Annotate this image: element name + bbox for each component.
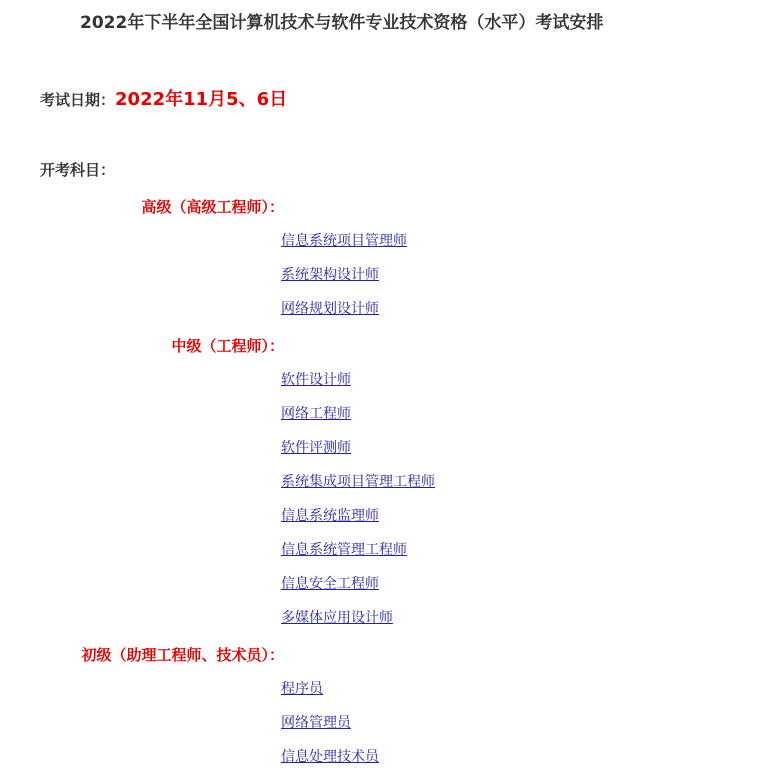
subject-link[interactable]: 网络管理员 [281, 715, 351, 731]
list-item [281, 540, 435, 574]
exam-date-label: 考试日期： [40, 91, 116, 109]
list-item [281, 438, 435, 472]
list-item [281, 747, 379, 781]
level-heading-junior: 初级（助理工程师、技术员）： [81, 646, 284, 664]
subject-link[interactable]: 信息安全工程师 [281, 576, 379, 592]
subject-link[interactable]: 信息系统监理师 [281, 508, 379, 524]
subject-link[interactable]: 网络工程师 [281, 406, 351, 422]
subjects-label: 开考科目： [40, 161, 116, 179]
list-item [281, 299, 407, 333]
subject-list-intermediate [281, 370, 435, 642]
subject-link[interactable]: 系统架构设计师 [281, 267, 379, 283]
page-title: 2022年下半年全国计算机技术与软件专业技术资格（水平）考试安排 [80, 13, 604, 33]
subject-list-senior [281, 231, 407, 333]
subject-link[interactable]: 信息系统项目管理师 [281, 233, 407, 249]
list-item [281, 713, 379, 747]
exam-date-value: 2022年11月5、6日 [115, 89, 288, 110]
level-heading-intermediate: 中级（工程师）： [171, 337, 284, 355]
subject-link[interactable]: 程序员 [281, 681, 323, 697]
list-item [281, 574, 435, 608]
list-item [281, 506, 435, 540]
subject-link[interactable]: 信息处理技术员 [281, 749, 379, 765]
list-item [281, 370, 435, 404]
list-item [281, 404, 435, 438]
level-heading-senior: 高级（高级工程师）： [141, 198, 284, 216]
subject-link[interactable]: 系统集成项目管理工程师 [281, 474, 435, 490]
subject-link[interactable]: 网络规划设计师 [281, 301, 379, 317]
subject-list-junior [281, 679, 379, 781]
subject-link[interactable]: 多媒体应用设计师 [281, 610, 393, 626]
list-item [281, 608, 435, 642]
list-item [281, 231, 407, 265]
subject-link[interactable]: 软件评测师 [281, 440, 351, 456]
subject-link[interactable]: 软件设计师 [281, 372, 351, 388]
exam-date-row [40, 85, 287, 111]
subject-link[interactable]: 信息系统管理工程师 [281, 542, 407, 558]
list-item [281, 265, 407, 299]
list-item [281, 472, 435, 506]
list-item [281, 679, 379, 713]
